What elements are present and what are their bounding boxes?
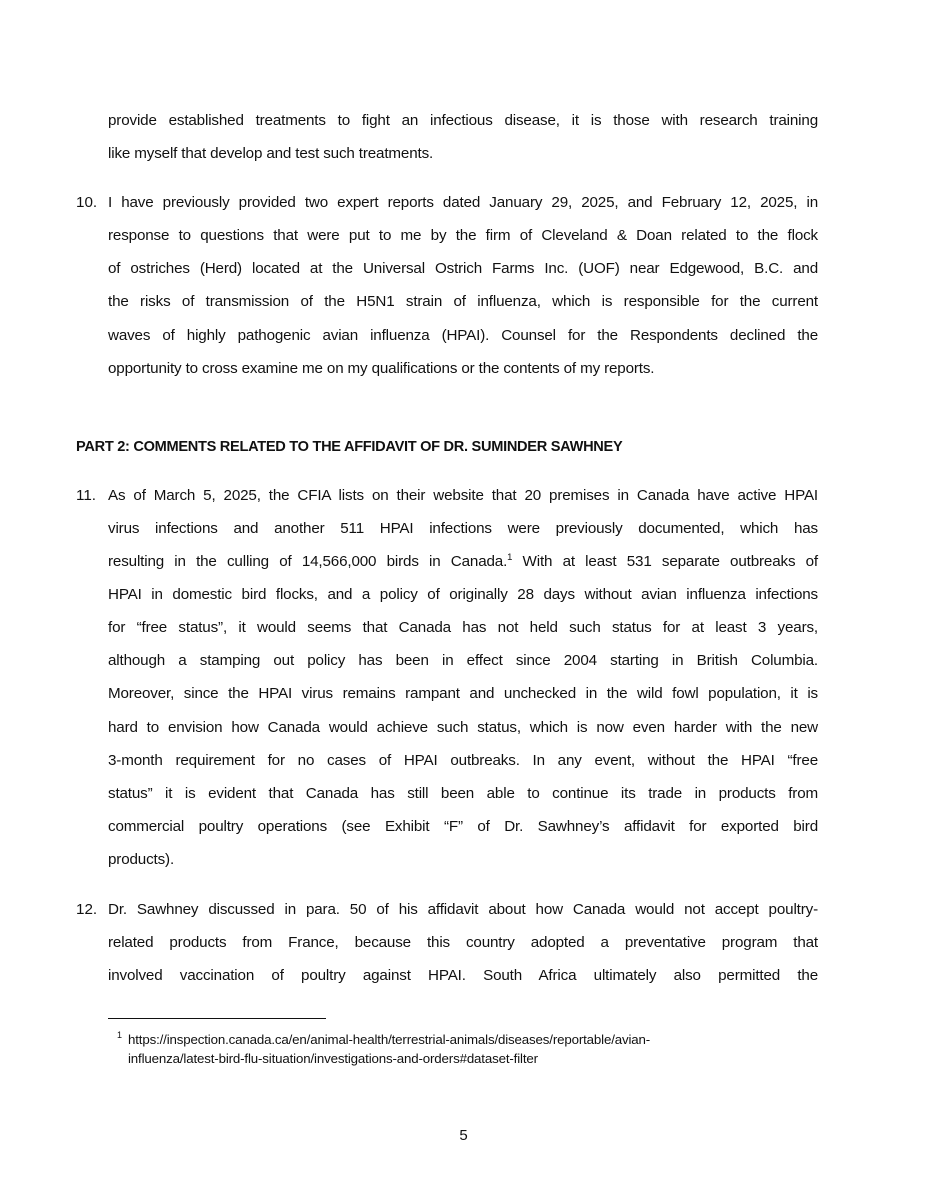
paragraph-line: HPAI in domestic bird flocks, and a policy of originally 28 days without avian influenza infections — [108, 586, 818, 603]
paragraph-line: involved vaccination of poultry against HPAI. South Africa ultimately also permitted the — [108, 967, 818, 984]
paragraph-line: for “free status”, it would seems that Canada has not held such status for at least 3 years, — [108, 619, 818, 636]
continuation-line: like myself that develop and test such treatments. — [108, 145, 434, 162]
paragraph-number: 10. — [76, 194, 98, 211]
footnote-link[interactable]: https://inspection.canada.ca/en/animal-health/terrestrial-animals/diseases/reportable/avian- — [128, 1032, 651, 1047]
paragraph-line: Dr. Sawhney discussed in para. 50 of his affidavit about how Canada would not accept poultry- — [108, 901, 818, 918]
paragraph-line: response to questions that were put to me by the firm of Cleveland & Doan related to the flock — [108, 227, 818, 244]
paragraph-line: waves of highly pathogenic avian influenza (HPAI). Counsel for the Respondents declined the — [108, 327, 818, 344]
paragraph-line: I have previously provided two expert reports dated January 29, 2025, and February 12, 2025, in — [108, 194, 818, 211]
footnote-mark: 1 — [117, 1030, 123, 1040]
paragraph-line: related products from France, because this country adopted a preventative program that — [108, 934, 818, 951]
footnote-reference[interactable]: 1 — [507, 552, 513, 563]
paragraph-line: 3-month requirement for no cases of HPAI outbreaks. In any event, without the HPAI “free — [108, 752, 818, 769]
section-heading: PART 2: COMMENTS RELATED TO THE AFFIDAVIT OF DR. SUMINDER SAWHNEY — [76, 439, 623, 455]
paragraph-text: With at least 531 separate outbreaks of — [512, 553, 818, 570]
paragraph-line: commercial poultry operations (see Exhibit “F” of Dr. Sawhney’s affidavit for exported bird — [108, 818, 818, 835]
paragraph-line: of ostriches (Herd) located at the Universal Ostrich Farms Inc. (UOF) near Edgewood, B.C. and — [108, 260, 818, 277]
paragraph-line: As of March 5, 2025, the CFIA lists on their website that 20 premises in Canada have active HPAI — [108, 487, 818, 504]
paragraph-line: status” it is evident that Canada has still been able to continue its trade in products from — [108, 785, 818, 802]
paragraph-line: products). — [108, 851, 175, 868]
page-number: 5 — [459, 1127, 468, 1144]
footnote-separator — [108, 1018, 326, 1019]
paragraph-number: 11. — [76, 487, 96, 504]
footnote-link[interactable]: influenza/latest-bird-flu-situation/investigations-and-orders#dataset-filter — [128, 1051, 538, 1066]
continuation-line: provide established treatments to fight an infectious disease, it is those with research training — [108, 112, 818, 129]
paragraph-line: hard to envision how Canada would achieve such status, which is now even harder with the new — [108, 719, 818, 736]
paragraph-line: the risks of transmission of the H5N1 strain of influenza, which is responsible for the current — [108, 293, 818, 310]
paragraph-line: opportunity to cross examine me on my qualifications or the contents of my reports. — [108, 360, 655, 377]
paragraph-number: 12. — [76, 901, 98, 918]
paragraph-text: resulting in the culling of 14,566,000 birds in Canada. — [108, 553, 508, 570]
paragraph-line: Moreover, since the HPAI virus remains rampant and unchecked in the wild fowl population, it is — [108, 685, 818, 702]
paragraph-line-with-footnote — [108, 552, 818, 572]
paragraph-line: virus infections and another 511 HPAI infections were previously documented, which has — [108, 520, 818, 537]
paragraph-line: although a stamping out policy has been in effect since 2004 starting in British Columbia. — [108, 652, 818, 669]
